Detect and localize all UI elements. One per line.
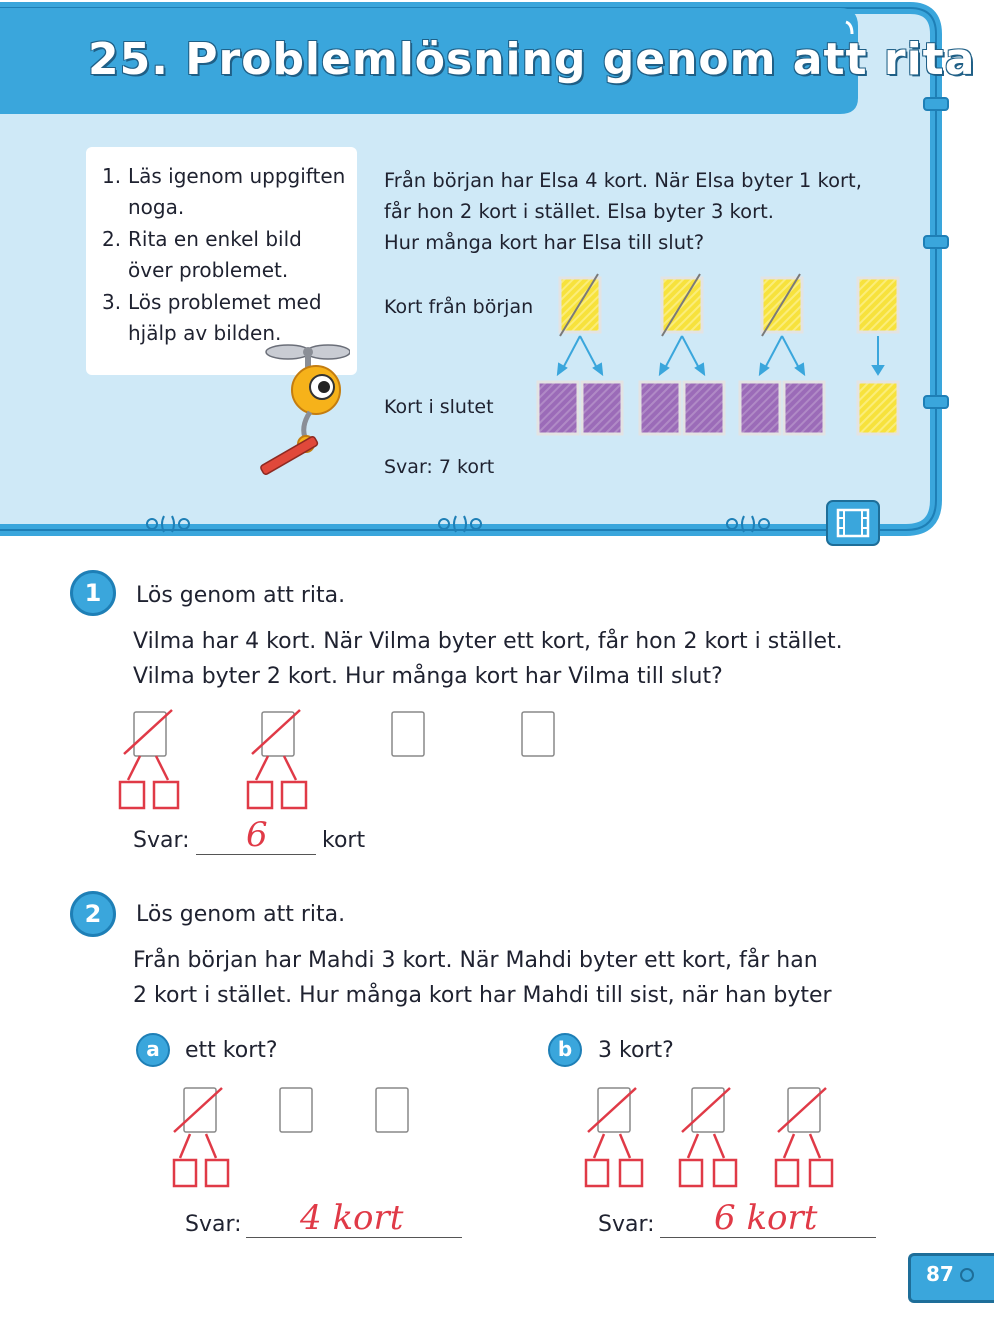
screw-icon <box>960 1268 974 1282</box>
question-1-line: Vilma har 4 kort. När Vilma byter ett kort, får hon 2 kort i stället. <box>133 629 843 654</box>
purple-card <box>684 382 724 434</box>
example-card-diagram <box>530 270 910 442</box>
step-text: Lös problemet med <box>128 290 322 314</box>
yellow-card-crossed <box>762 274 802 336</box>
step-text: noga. <box>128 195 185 219</box>
page-title: 25. Problemlösning genom att rita <box>88 34 976 85</box>
question-1-answer[interactable]: 6 <box>246 815 268 855</box>
yellow-card-crossed <box>560 274 600 336</box>
purple-card <box>640 382 680 434</box>
question-1-unit: kort <box>322 828 366 853</box>
step-number: 2. <box>102 227 122 251</box>
example-answer: Svar: 7 kort <box>384 456 495 478</box>
subquestion-b-drawing[interactable] <box>574 1078 864 1192</box>
question-1-heading: Lös genom att rita. <box>136 583 346 608</box>
step-text: över problemet. <box>128 258 289 282</box>
example-line: Från början har Elsa 4 kort. När Elsa byter 1 kort, <box>384 169 862 192</box>
step-text: Rita en enkel bild <box>128 227 302 251</box>
subquestion-a-svar-label: Svar: <box>185 1212 242 1237</box>
question-1-drawing[interactable] <box>110 700 570 820</box>
step-1 <box>102 161 352 223</box>
step-text: hjälp av bilden. <box>128 321 282 345</box>
question-2-line: 2 kort i stället. Hur många kort har Mahdi till sist, när han byter <box>133 983 832 1008</box>
subquestion-b-answer[interactable]: 6 kort <box>714 1198 818 1238</box>
step-number: 1. <box>102 164 122 188</box>
subquestion-b-text: 3 kort? <box>598 1038 674 1063</box>
purple-card <box>784 382 824 434</box>
example-line: Hur många kort har Elsa till slut? <box>384 231 705 254</box>
purple-card <box>740 382 780 434</box>
page-number: 87 <box>926 1262 954 1286</box>
step-number: 3. <box>102 290 122 314</box>
question-2-line: Från början har Mahdi 3 kort. När Mahdi byter ett kort, får han <box>133 948 818 973</box>
question-2-badge: 2 <box>70 891 116 937</box>
yellow-card <box>858 278 898 332</box>
label-cards-start: Kort från början <box>384 296 534 318</box>
question-1-line: Vilma byter 2 kort. Hur många kort har Vilma till slut? <box>133 664 723 689</box>
step-2 <box>102 224 352 286</box>
question-2-heading: Lös genom att rita. <box>136 902 346 927</box>
question-1-badge: 1 <box>70 570 116 616</box>
example-line: får hon 2 kort i stället. Elsa byter 3 kort. <box>384 200 774 223</box>
yellow-card <box>858 382 898 434</box>
subquestion-b-badge: b <box>548 1033 582 1067</box>
subquestion-a-drawing[interactable] <box>160 1078 420 1192</box>
step-text: Läs igenom uppgiften <box>128 164 346 188</box>
subquestion-a-answer[interactable]: 4 kort <box>300 1198 404 1238</box>
robot-mascot-icon <box>250 332 350 482</box>
purple-card <box>538 382 578 434</box>
question-1-svar-label: Svar: <box>133 828 190 853</box>
yellow-card-crossed <box>662 274 702 336</box>
video-film-icon[interactable] <box>826 500 880 546</box>
label-cards-end: Kort i slutet <box>384 396 494 418</box>
subquestion-a-text: ett kort? <box>185 1038 278 1063</box>
purple-card <box>582 382 622 434</box>
example-problem-text <box>384 165 862 258</box>
subquestion-b-svar-label: Svar: <box>598 1212 655 1237</box>
subquestion-a-badge: a <box>136 1033 170 1067</box>
